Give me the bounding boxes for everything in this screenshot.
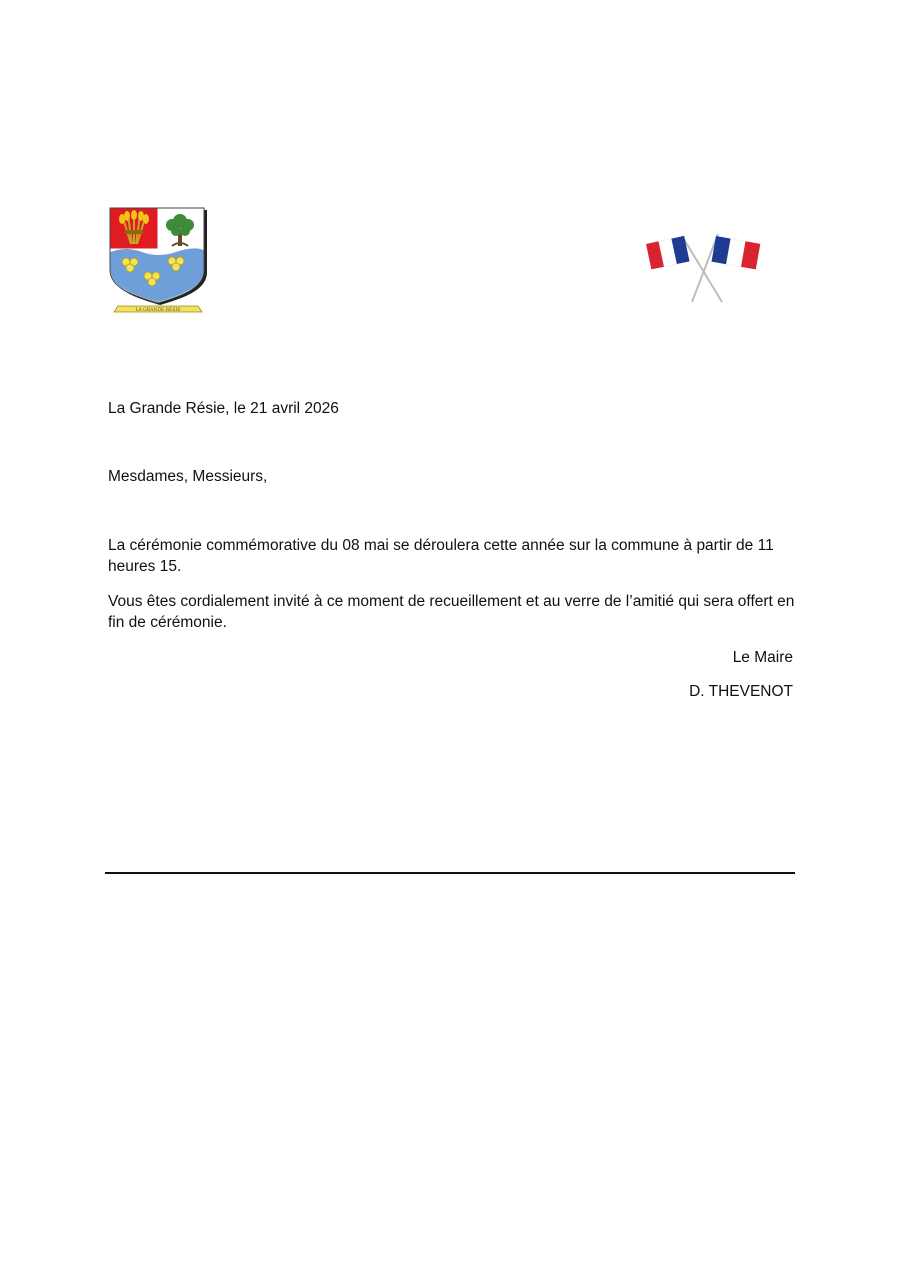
signatory-name: D. THEVENOT xyxy=(689,683,793,700)
paragraph-ceremony: La cérémonie commémorative du 08 mai se déroulera cette année sur la commune à partir de 11 heures 15. xyxy=(108,537,774,575)
place-date: La Grande Résie, le 21 avril 2026 xyxy=(108,400,339,417)
signatory-role: Le Maire xyxy=(732,649,793,666)
coat-of-arms-icon xyxy=(106,206,210,320)
horizontal-divider xyxy=(105,872,795,874)
crossed-french-flags-icon xyxy=(642,230,770,306)
salutation: Mesdames, Messieurs, xyxy=(108,468,268,485)
paragraph-invitation: Vous êtes cordialement invité à ce moment de recueillement et au verre de l’amitié qui sera offert en fin de cérémonie. xyxy=(108,593,795,631)
svg-text:LA GRANDE RÉSIE: LA GRANDE RÉSIE xyxy=(135,308,181,313)
